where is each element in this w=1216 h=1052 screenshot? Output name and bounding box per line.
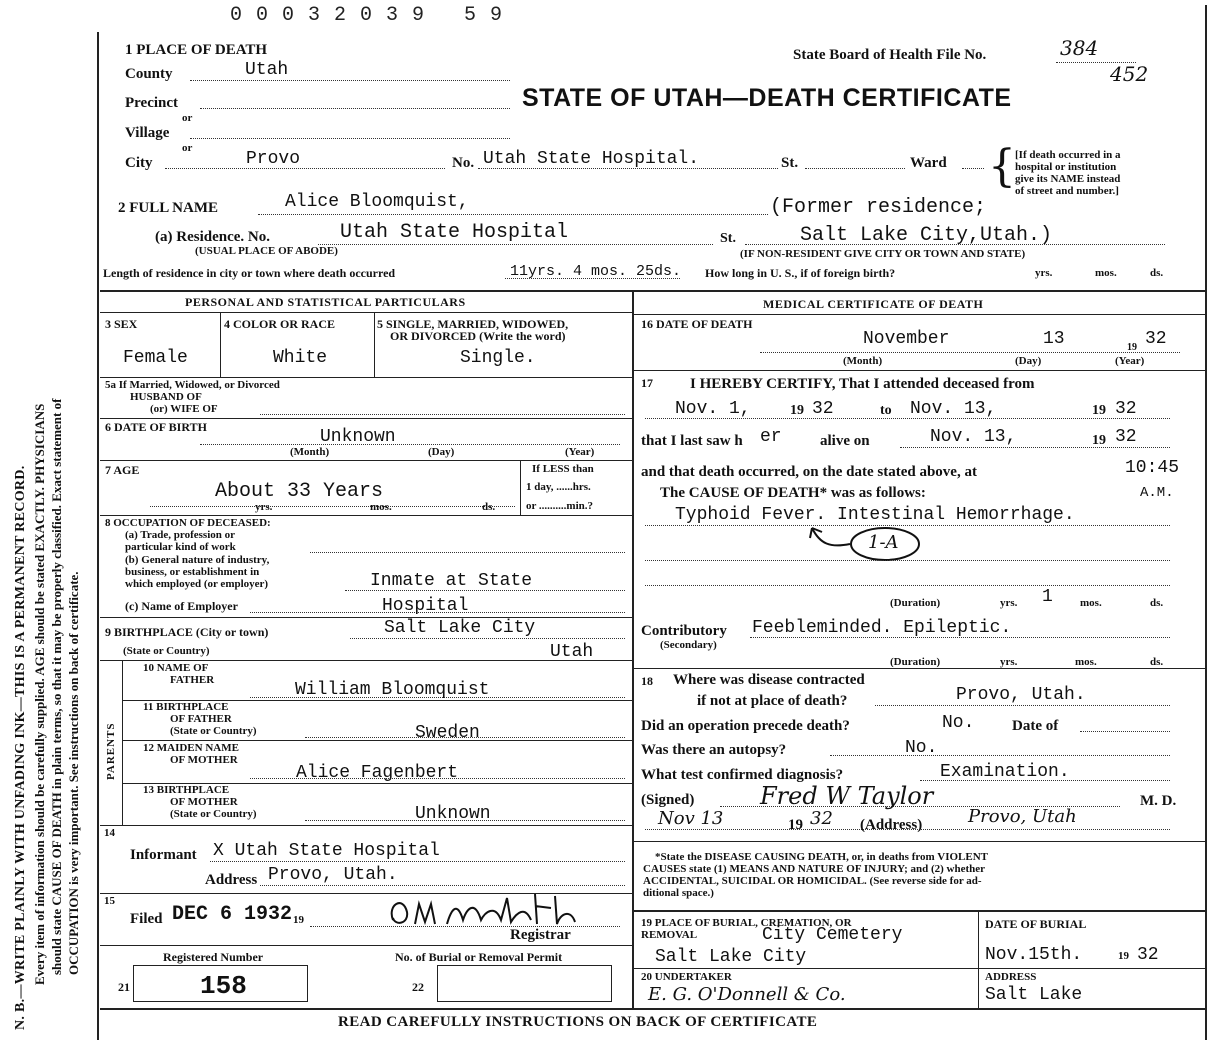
autopsy-value: No. — [905, 738, 938, 758]
death-year-label: (Year) — [1115, 355, 1145, 367]
death-year-prefix: 19 — [1127, 342, 1137, 353]
mother-value: Alice Fagenbert — [296, 763, 459, 783]
to-19: 19 — [1092, 403, 1106, 418]
duration-yrs-2: yrs. — [1000, 656, 1018, 668]
duration-yrs-1: yrs. — [1000, 597, 1018, 609]
burial-place-label-1: 19 PLACE OF BURIAL, CREMATION, OR — [641, 917, 852, 929]
last-saw-date: Nov. 13, — [930, 427, 1017, 447]
birthplace-city: Salt Lake City — [384, 618, 536, 638]
length-label: Length of residence in city or town where death occurred — [103, 266, 396, 280]
burial-date-year: 32 — [1137, 945, 1159, 965]
sign-19: 19 — [788, 817, 803, 833]
dob-label: 6 DATE OF BIRTH — [105, 420, 207, 434]
color-value: White — [273, 348, 328, 368]
st-label: St. — [781, 155, 799, 171]
death-day-label: (Day) — [1015, 355, 1042, 367]
registered-number: 158 — [200, 971, 247, 1001]
contributory-label: Contributory — [641, 623, 727, 639]
residence-value: Utah State Hospital — [340, 221, 569, 244]
color-label: 4 COLOR OR RACE — [224, 317, 336, 331]
note-1: *State the DISEASE CAUSING DEATH, or, in deaths from VIOLENT — [655, 851, 989, 863]
page-title: STATE OF UTAH—DEATH CERTIFICATE — [522, 84, 1012, 112]
informant-label: Informant — [130, 847, 197, 863]
place-no-value: Utah State Hospital. — [483, 149, 700, 169]
side-note-3: should state CAUSE OF DEATH in plain terms, so that it may be properly classified. Exact statement of — [49, 398, 64, 975]
age-ds: ds. — [482, 501, 496, 513]
duration-mos-1: mos. — [1080, 597, 1102, 609]
occupation-b1: (b) General nature of industry, — [125, 554, 270, 566]
medical-heading: MEDICAL CERTIFICATE OF DEATH — [763, 297, 984, 311]
informant-value: X Utah State Hospital — [213, 841, 440, 861]
physician-address: Provo, Utah — [968, 806, 1077, 827]
last-saw-pronoun: er — [760, 427, 782, 447]
parents-label: PARENTS — [105, 722, 117, 780]
physician-address-label: (Address) — [860, 817, 923, 833]
to-year: 32 — [1115, 399, 1137, 419]
footer-instructions: READ CAREFULLY INSTRUCTIONS ON BACK OF CERTIFICATE — [338, 1014, 818, 1030]
informant-address: Provo, Utah. — [268, 865, 398, 885]
dob-month: (Month) — [290, 446, 330, 458]
spouse-label-1: 5a If Married, Widowed, or Divorced — [105, 379, 280, 391]
birthplace-state: Utah — [550, 642, 594, 662]
attended-from: Nov. 1, — [675, 399, 751, 419]
duration-ds-1: ds. — [1150, 597, 1164, 609]
death-year: 32 — [1145, 329, 1167, 349]
cause-value: Typhoid Fever. Intestinal Hemorrhage. — [675, 505, 1075, 525]
less-than-3: or ..........min.? — [526, 500, 594, 512]
operation-label: Did an operation precede death? — [641, 718, 850, 734]
personal-heading: PERSONAL AND STATISTICAL PARTICULARS — [185, 295, 466, 309]
sex-value: Female — [123, 348, 188, 368]
father-birthplace: Sweden — [415, 723, 480, 743]
place-heading: 1 PLACE OF DEATH — [125, 42, 268, 58]
occupation-value: Inmate at State — [370, 571, 533, 591]
spouse-label-3: (or) WIFE OF — [150, 403, 218, 415]
last-year: 32 — [1115, 427, 1137, 447]
burial-place-2: Salt Lake City — [655, 947, 807, 967]
filed-label: Filed — [130, 911, 163, 927]
item-15: 15 — [104, 895, 115, 907]
note-3: ACCIDENTAL, SUICIDAL OR HOMICIDAL. (See reverse side for ad- — [643, 875, 982, 887]
county-label: County — [125, 66, 173, 82]
mother-birth-label-2: OF MOTHER — [170, 796, 238, 808]
filed-stamp: DEC 6 1932 — [172, 903, 293, 926]
occupation-b3: which employed (or employer) — [125, 578, 269, 590]
former-residence: (Former residence; — [770, 196, 987, 219]
item-21: 21 — [118, 980, 130, 994]
informant-address-label: Address — [205, 872, 258, 888]
bracket-note-4: of street and number.] — [1015, 185, 1119, 197]
bracket-note-2: hospital or institution — [1015, 161, 1117, 173]
birthplace-state-label: (State or Country) — [123, 645, 210, 657]
certify-text: I HEREBY CERTIFY, That I attended deceased from — [690, 376, 1035, 392]
side-note-2: Every item of information should be carefully supplied. AGE should be stated EXACTLY. PHYSICIANS — [32, 403, 47, 985]
to-label: to — [880, 403, 892, 418]
or-2: or — [182, 142, 193, 154]
how-long-label: How long in U. S., if of foreign birth? — [705, 266, 896, 280]
age-mos: mos. — [370, 501, 392, 513]
occupation-a2: particular kind of work — [125, 541, 236, 553]
how-long-mos: mos. — [1095, 267, 1117, 279]
note-4: ditional space.) — [643, 887, 714, 899]
undertaker-address: Salt Lake — [985, 985, 1083, 1005]
or-1: or — [182, 112, 193, 124]
am-label: A.M. — [1140, 485, 1174, 501]
from-19: 19 — [790, 403, 804, 418]
filed-19: 19 — [293, 914, 304, 926]
occupation-b2: business, or establishment in — [125, 566, 260, 578]
age-yrs: yrs. — [255, 501, 273, 513]
less-than-1: If LESS than — [532, 463, 594, 475]
grid-top — [100, 290, 1205, 292]
physician-signature: Fred W Taylor — [760, 782, 934, 810]
full-name-value: Alice Bloomquist, — [285, 192, 469, 212]
father-birth-label-3: (State or Country) — [170, 725, 257, 737]
alive-on-label: alive on — [820, 433, 870, 449]
mother-label-2: OF MOTHER — [170, 754, 238, 766]
file-number-2: 452 — [1110, 62, 1149, 86]
father-label-1: 10 NAME OF — [143, 662, 209, 674]
village-label: Village — [125, 125, 170, 141]
item-14: 14 — [104, 827, 115, 839]
marital-value: Single. — [460, 348, 536, 368]
file-label: State Board of Health File No. — [793, 47, 987, 63]
grid-divider — [632, 290, 634, 910]
md-label: M. D. — [1140, 793, 1177, 809]
burial-date-label: DATE OF BURIAL — [985, 917, 1087, 931]
spouse-label-2: HUSBAND OF — [130, 391, 202, 403]
residence-label: (a) Residence. No. — [155, 229, 270, 245]
date-of-death-label: 16 DATE OF DEATH — [641, 317, 753, 331]
autopsy-label: Was there an autopsy? — [641, 742, 787, 758]
bracket-note-1: [If death occurred in a — [1015, 149, 1121, 161]
undertaker-value: E. G. O'Donnell & Co. — [648, 984, 846, 1005]
brace-icon: { — [988, 141, 1016, 192]
occupation-heading: 8 OCCUPATION OF DECEASED: — [105, 517, 271, 529]
where-label-2: if not at place of death? — [697, 693, 848, 709]
age-label: 7 AGE — [105, 463, 140, 477]
burial-place-label-2: REMOVAL — [641, 929, 698, 941]
father-value: William Bloomquist — [295, 680, 490, 700]
nonresident-note: (IF NON-RESIDENT GIVE CITY OR TOWN AND STATE) — [740, 248, 1026, 260]
mother-birth-label-3: (State or Country) — [170, 808, 257, 820]
city-label: City — [125, 155, 153, 171]
death-day: 13 — [1043, 329, 1065, 349]
residence-city: Salt Lake City,Utah.) — [800, 224, 1053, 247]
last-19: 19 — [1092, 433, 1106, 448]
usual-abode: (USUAL PLACE OF ABODE) — [195, 245, 338, 257]
attended-to: Nov. 13, — [910, 399, 997, 419]
no-label: No. — [452, 155, 475, 171]
burial-date: Nov.15th. — [985, 945, 1083, 965]
age-value: About 33 Years — [215, 480, 384, 503]
sign-year: 32 — [810, 808, 833, 829]
undertaker-label: 20 UNDERTAKER — [641, 971, 732, 983]
duration-label-1: (Duration) — [890, 597, 941, 609]
sex-label: 3 SEX — [105, 317, 138, 331]
birthplace-label: 9 BIRTHPLACE (City or town) — [105, 625, 269, 639]
side-note-4: OCCUPATION is very important. See instructions on back of certificate. — [66, 571, 81, 975]
full-name-label: 2 FULL NAME — [118, 200, 219, 216]
how-long-yrs: yrs. — [1035, 267, 1053, 279]
mother-birth-label-1: 13 BIRTHPLACE — [143, 784, 230, 796]
contributory-value: Feebleminded. Epileptic. — [752, 618, 1012, 638]
ward-label: Ward — [910, 155, 947, 171]
dob-value: Unknown — [320, 427, 396, 447]
occupation-a1: (a) Trade, profession or — [125, 529, 235, 541]
cause-code: 1-A — [868, 532, 899, 553]
where-label-1: Where was disease contracted — [673, 672, 865, 688]
cause-label: The CAUSE OF DEATH* was as follows: — [660, 485, 926, 501]
residence-st-label: St. — [720, 231, 736, 246]
burial-permit-box — [437, 965, 612, 1002]
item-17: 17 — [641, 376, 653, 390]
employer-value: Hospital — [382, 596, 469, 616]
signed-date: Nov 13 — [658, 808, 724, 829]
item-22: 22 — [412, 980, 424, 994]
less-than-2: 1 day, ......hrs. — [526, 481, 591, 493]
operation-value: No. — [942, 713, 975, 733]
registrar-label: Registrar — [510, 927, 571, 943]
time-of-death: 10:45 — [1125, 458, 1180, 478]
occurred-label: and that death occurred, on the date stated above, at — [641, 464, 977, 480]
frame-right — [1205, 5, 1207, 1040]
bracket-note-3: give its NAME instead — [1015, 173, 1121, 185]
operation-date-label: Date of — [1012, 718, 1059, 734]
burial-place: City Cemetery — [762, 925, 903, 945]
duration-ds-2: ds. — [1150, 656, 1164, 668]
file-number: 384 — [1060, 36, 1099, 60]
from-year: 32 — [812, 399, 834, 419]
where-value: Provo, Utah. — [956, 685, 1086, 705]
precinct-label: Precinct — [125, 95, 179, 111]
mother-birthplace: Unknown — [415, 804, 491, 824]
duration-mos-2: mos. — [1075, 656, 1097, 668]
duration-label-2: (Duration) — [890, 656, 941, 668]
marital-label-1: 5 SINGLE, MARRIED, WIDOWED, — [377, 317, 569, 331]
duration-mos-value: 1 — [1042, 587, 1053, 607]
father-label-2: FATHER — [170, 674, 215, 686]
note-2: CAUSES state (1) MEANS AND NATURE OF INJURY; and (2) whether — [643, 863, 986, 875]
test-value: Examination. — [940, 762, 1070, 782]
registered-number-label: Registered Number — [163, 950, 264, 964]
burial-permit-label: No. of Burial or Removal Permit — [395, 950, 563, 964]
city-value: Provo — [246, 149, 301, 169]
test-label: What test confirmed diagnosis? — [641, 767, 844, 783]
undertaker-address-label: ADDRESS — [985, 971, 1037, 983]
last-saw-label: that I last saw h — [641, 433, 743, 449]
length-value: 11yrs. 4 mos. 25ds. — [510, 263, 682, 280]
death-month-label: (Month) — [843, 355, 883, 367]
burial-date-19: 19 — [1118, 950, 1129, 962]
mother-label-1: 12 MAIDEN NAME — [143, 742, 239, 754]
father-birth-label-1: 11 BIRTHPLACE — [143, 701, 229, 713]
county-value: Utah — [245, 60, 289, 80]
secondary-label: (Secondary) — [660, 639, 717, 651]
side-note-1: N. B.—WRITE PLAINLY WITH UNFADING INK—THIS IS A PERMANENT RECORD. — [13, 465, 28, 1030]
death-month: November — [863, 329, 950, 349]
frame-left — [97, 32, 99, 1040]
employer-label: (c) Name of Employer — [125, 599, 238, 613]
how-long-ds: ds. — [1150, 267, 1164, 279]
dob-day: (Day) — [428, 446, 455, 458]
marital-label-2: OR DIVORCED (Write the word) — [390, 329, 566, 343]
signed-label: (Signed) — [641, 792, 695, 808]
dob-year: (Year) — [565, 446, 595, 458]
serial-number: 00032039 59 — [230, 4, 517, 27]
item-18: 18 — [641, 674, 653, 688]
father-birth-label-2: OF FATHER — [170, 713, 232, 725]
